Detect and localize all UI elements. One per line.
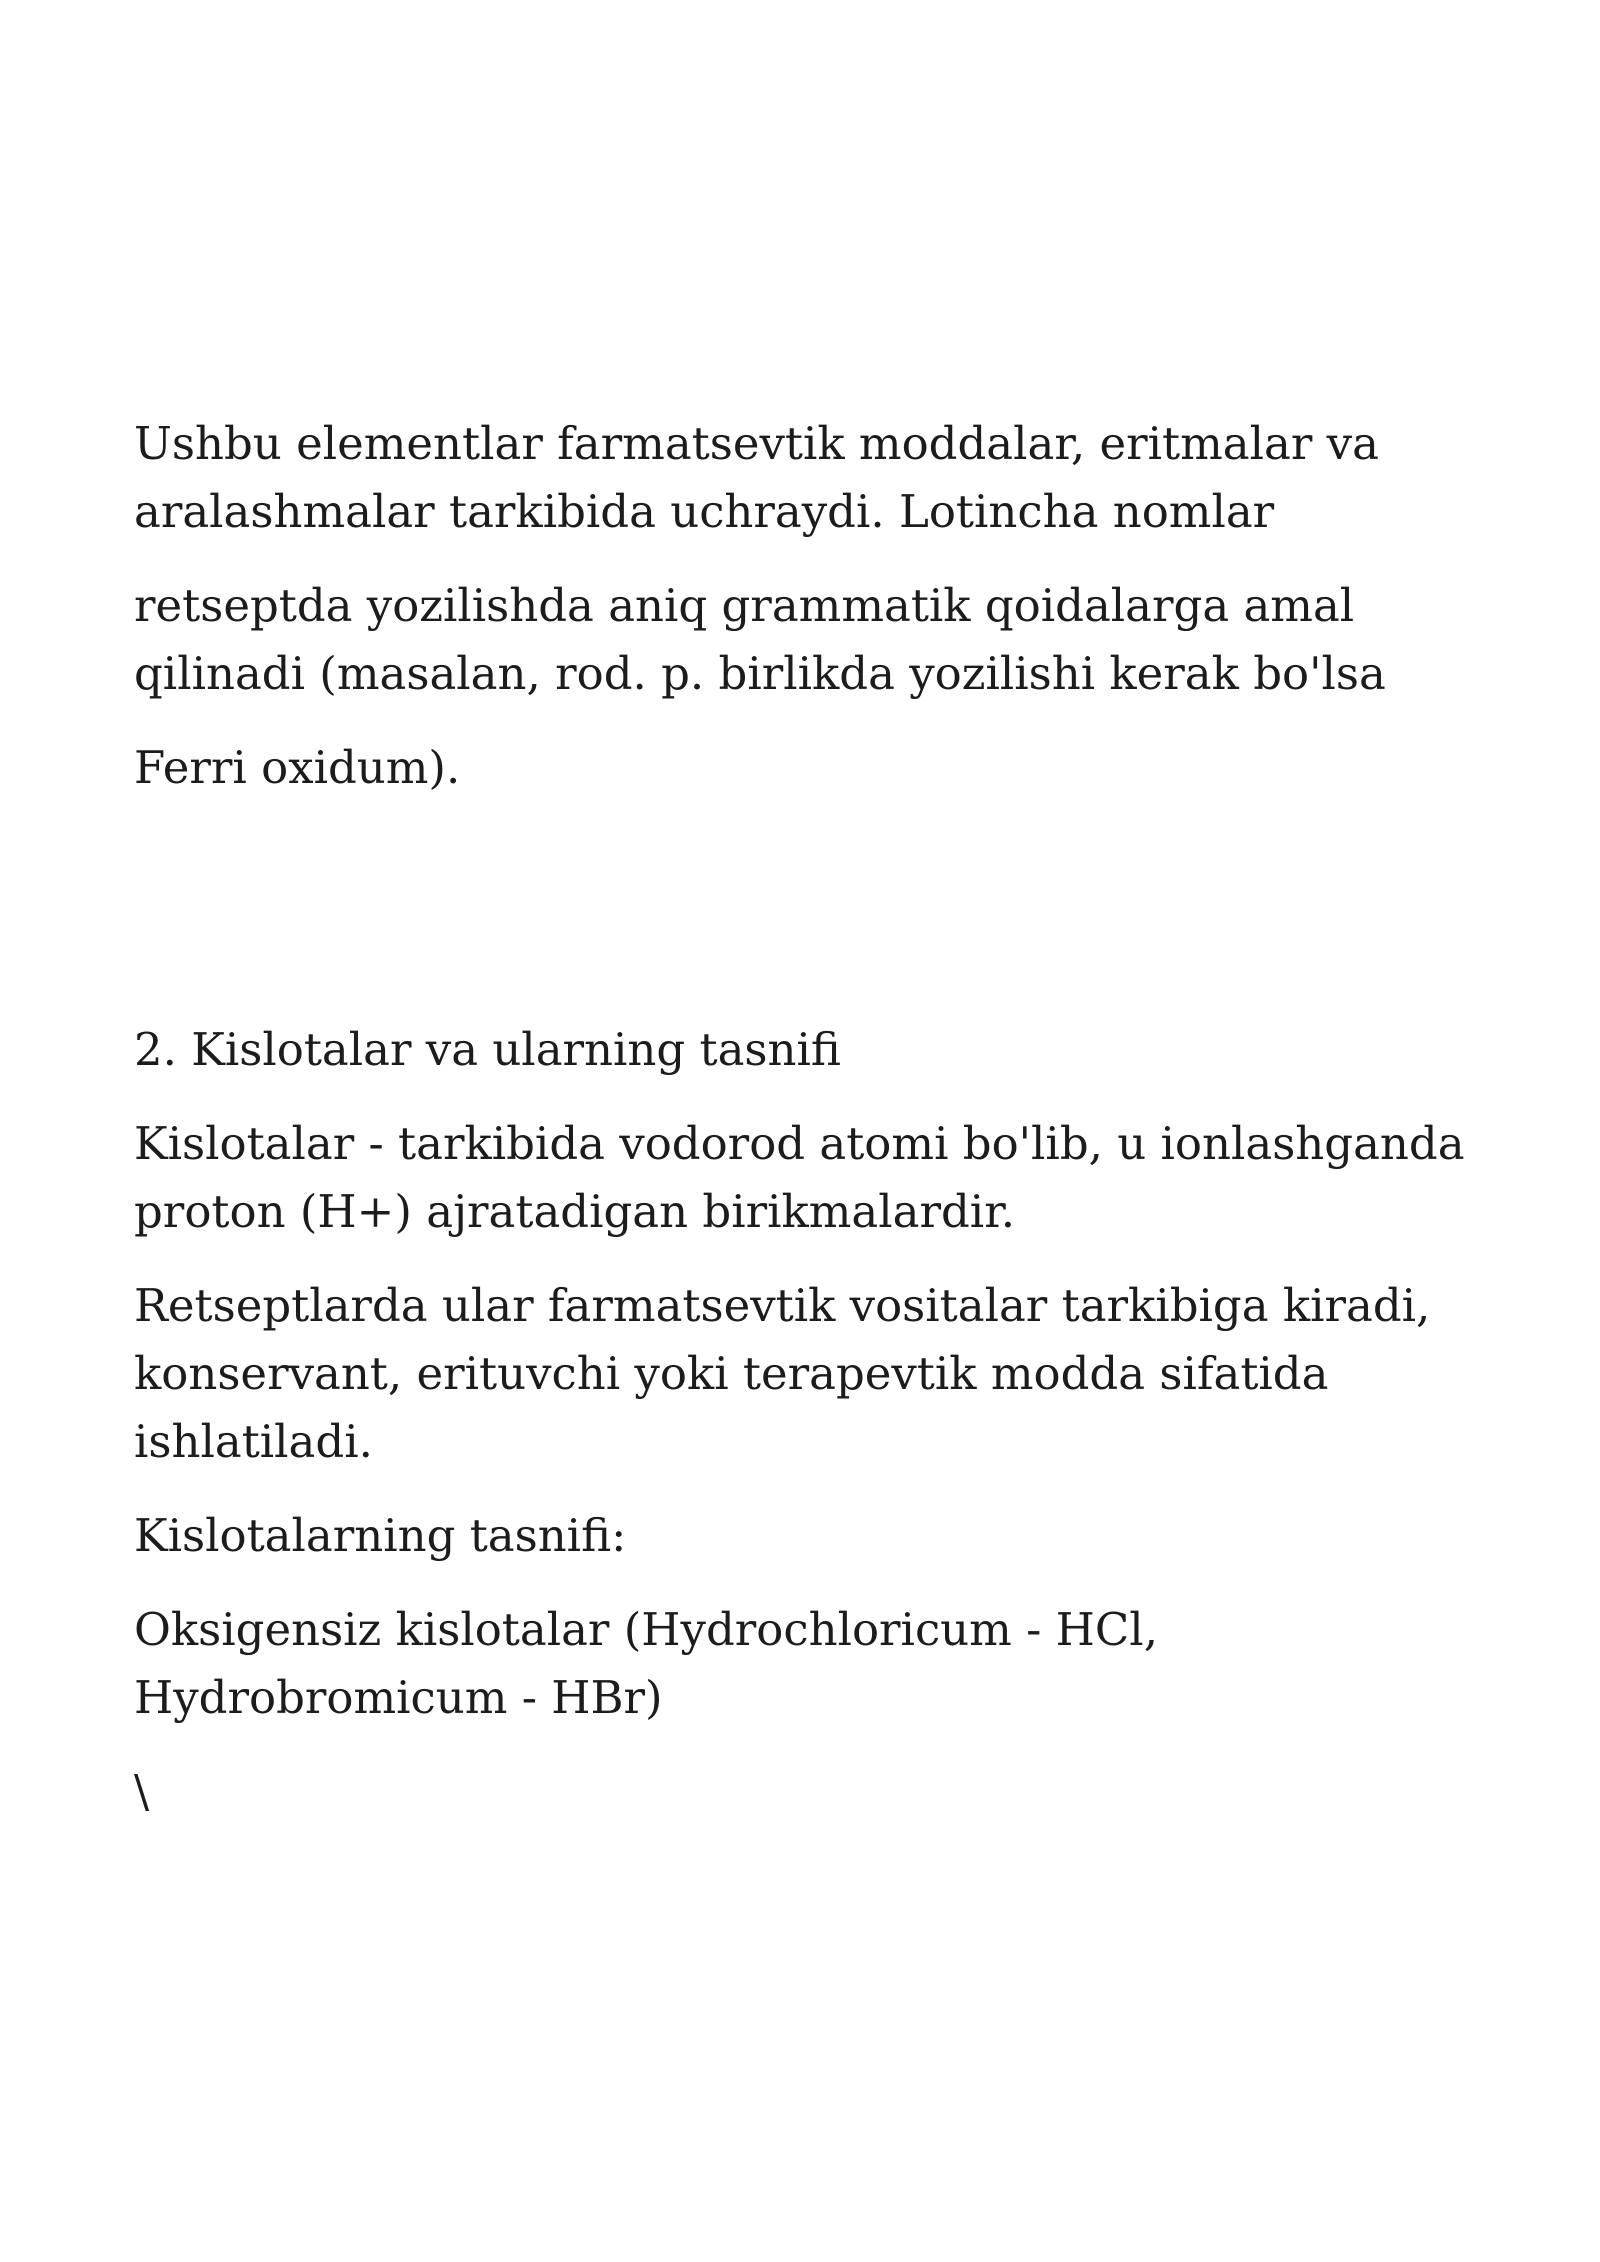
- paragraph-acid-definition: Kislotalar - tarkibida vodorod atomi bo'lib, u ionlashganda proton (H+) ajratadigan birikmalardir.: [134, 1117, 1465, 1238]
- paragraph-grammar-rules: retseptda yozilishda aniq grammatik qoidalarga amal qilinadi (masalan, rod. p. birlikda yozilishi kerak bo'lsa: [134, 579, 1386, 700]
- document-body: [134, 410, 1484, 1852]
- paragraph-classification-label: Kislotalarning tasnifi:: [134, 1509, 627, 1562]
- section-heading: 2. Kislotalar va ularning tasnifi: [134, 1023, 841, 1076]
- paragraph-acid-usage: Retseptlarda ular farmatsevtik vositalar tarkibiga kiradi, konservant, erituvchi yoki terapevtik modda sifatida ishlatiladi.: [134, 1279, 1431, 1468]
- paragraph-example: Ferri oxidum).: [134, 741, 461, 794]
- paragraph-oxygen-free-acids: Oksigensiz kislotalar (Hydrochloricum - HCl, Hydrobromicum - HBr): [134, 1603, 1158, 1724]
- paragraph-backslash: \: [134, 1765, 150, 1818]
- paragraph-intro: Ushbu elementlar farmatsevtik moddalar, eritmalar va aralashmalar tarkibida uchraydi. Lotincha nomlar: [134, 417, 1379, 538]
